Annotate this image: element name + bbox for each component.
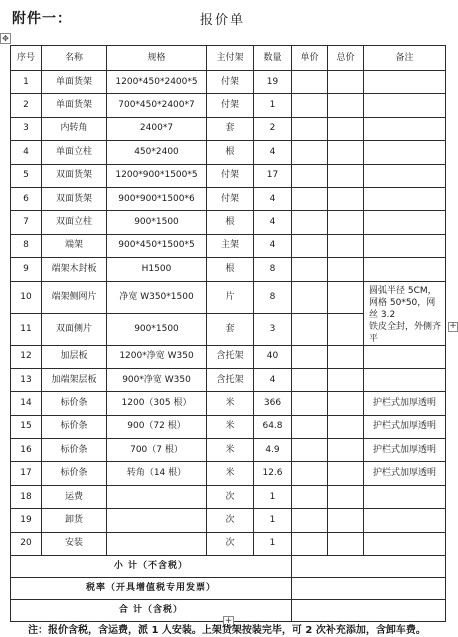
- cell-index[interactable]: 20: [11, 532, 42, 555]
- cell-index[interactable]: 17: [11, 462, 42, 485]
- cell-remarks[interactable]: [364, 94, 446, 117]
- quote-table: [10, 45, 446, 622]
- table-row: [11, 164, 446, 187]
- cell-remarks[interactable]: [364, 532, 446, 555]
- cell-unit[interactable]: 付架: [207, 187, 254, 210]
- cell-unit[interactable]: 片: [207, 281, 254, 313]
- cell-remarks[interactable]: [364, 117, 446, 140]
- cell-unit-price[interactable]: [292, 439, 328, 462]
- cell-quantity[interactable]: 4: [254, 234, 292, 257]
- cell-quantity[interactable]: 366: [254, 392, 292, 415]
- table-row: [11, 187, 446, 210]
- cell-spec[interactable]: 450*2400: [107, 141, 207, 164]
- cell-total-price[interactable]: [328, 117, 364, 140]
- cell-total-price[interactable]: [328, 345, 364, 368]
- cell-total-price[interactable]: [328, 485, 364, 508]
- cell-unit-price[interactable]: [292, 281, 328, 313]
- cell-spec[interactable]: 900*1500: [107, 313, 207, 345]
- cell-remarks[interactable]: [364, 368, 446, 391]
- cell-index[interactable]: 8: [11, 234, 42, 257]
- cell-remarks[interactable]: 护栏式加厚透明: [364, 462, 446, 485]
- cell-unit[interactable]: 付架: [207, 71, 254, 94]
- cell-remarks[interactable]: [364, 281, 446, 345]
- cell-index[interactable]: 2: [11, 94, 42, 117]
- cell-quantity[interactable]: 4: [254, 368, 292, 391]
- cell-unit[interactable]: 含托架: [207, 368, 254, 391]
- cell-name[interactable]: 单面立柱: [42, 141, 107, 164]
- cell-total-price[interactable]: [328, 532, 364, 555]
- cell-remarks[interactable]: [364, 485, 446, 508]
- cell-quantity[interactable]: 1: [254, 532, 292, 555]
- cell-index[interactable]: 5: [11, 164, 42, 187]
- cell-remarks[interactable]: [364, 211, 446, 234]
- cell-unit-price[interactable]: [292, 164, 328, 187]
- cell-name[interactable]: 内转角: [42, 117, 107, 140]
- cell-quantity[interactable]: 12.6: [254, 462, 292, 485]
- cell-remarks[interactable]: [364, 345, 446, 368]
- column-header[interactable]: 单价: [292, 46, 328, 71]
- cell-unit[interactable]: 米: [207, 415, 254, 438]
- cell-spec[interactable]: [107, 509, 207, 532]
- cell-index[interactable]: 7: [11, 211, 42, 234]
- cell-quantity[interactable]: 40: [254, 345, 292, 368]
- cell-index[interactable]: 19: [11, 509, 42, 532]
- cell-spec[interactable]: 900*1500: [107, 211, 207, 234]
- footer-note: 注：报价含税，含运费，派 1 人安装。上架货架按装完毕，可 2 次补充添加，含卸车费。: [28, 625, 426, 636]
- cell-spec[interactable]: [107, 485, 207, 508]
- cell-spec[interactable]: [107, 532, 207, 555]
- cell-name[interactable]: 双面货架: [42, 164, 107, 187]
- cell-name[interactable]: 双面货架: [42, 187, 107, 210]
- cell-total-price[interactable]: [328, 462, 364, 485]
- cell-unit[interactable]: 套: [207, 313, 254, 345]
- cell-remarks[interactable]: 护栏式加厚透明: [364, 392, 446, 415]
- cell-spec[interactable]: 900（72 根）: [107, 415, 207, 438]
- cell-total-price[interactable]: [328, 187, 364, 210]
- cell-index[interactable]: 3: [11, 117, 42, 140]
- cell-spec[interactable]: 2400*7: [107, 117, 207, 140]
- cell-unit-price[interactable]: [292, 532, 328, 555]
- cell-name[interactable]: 端架: [42, 234, 107, 257]
- cell-total-price[interactable]: [328, 368, 364, 391]
- table-row: [11, 509, 446, 532]
- cell-name[interactable]: 单面货架: [42, 71, 107, 94]
- column-header[interactable]: 主付架: [207, 46, 254, 71]
- cell-quantity[interactable]: 4.9: [254, 439, 292, 462]
- cell-index[interactable]: 14: [11, 392, 42, 415]
- table-row: [11, 532, 446, 555]
- table-row: [11, 211, 446, 234]
- column-header[interactable]: 备注: [364, 46, 446, 71]
- cell-spec[interactable]: 900*900*1500*6: [107, 187, 207, 210]
- cell-unit-price[interactable]: [292, 345, 328, 368]
- cell-name[interactable]: 双面立柱: [42, 211, 107, 234]
- cell-total-price[interactable]: [328, 392, 364, 415]
- table-row: [11, 345, 446, 368]
- remark-line: 圆弧半径 5CM，网格 50*50，网丝 3.2: [369, 285, 437, 320]
- cell-index[interactable]: 16: [11, 439, 42, 462]
- cell-name[interactable]: 卸货: [42, 509, 107, 532]
- cell-quantity[interactable]: 19: [254, 71, 292, 94]
- table-row: [11, 94, 446, 117]
- cell-spec[interactable]: 转角（14 根）: [107, 462, 207, 485]
- cell-name[interactable]: 标价条: [42, 462, 107, 485]
- cell-spec[interactable]: 900*净宽 W350: [107, 368, 207, 391]
- cell-unit[interactable]: 米: [207, 462, 254, 485]
- cell-remarks[interactable]: [364, 71, 446, 94]
- cell-name[interactable]: 标价条: [42, 392, 107, 415]
- cell-spec[interactable]: H1500: [107, 258, 207, 281]
- cell-quantity[interactable]: 8: [254, 258, 292, 281]
- summary-label: 税率（开具增值税专用发票）: [11, 578, 292, 600]
- cell-quantity[interactable]: 4: [254, 211, 292, 234]
- cell-spec[interactable]: 净宽 W350*1500: [107, 281, 207, 313]
- cell-quantity[interactable]: 64.8: [254, 415, 292, 438]
- table-row: [11, 281, 446, 313]
- cell-total-price[interactable]: [328, 71, 364, 94]
- cell-total-price[interactable]: [328, 94, 364, 117]
- column-header[interactable]: 名称: [42, 46, 107, 71]
- cell-quantity[interactable]: 17: [254, 164, 292, 187]
- table-row: [11, 117, 446, 140]
- cell-unit-price[interactable]: [292, 485, 328, 508]
- cell-unit[interactable]: 次: [207, 485, 254, 508]
- cell-unit-price[interactable]: [292, 187, 328, 210]
- table-move-handle-icon[interactable]: ✥: [0, 33, 11, 44]
- column-header[interactable]: 总价: [328, 46, 364, 71]
- cell-spec[interactable]: 900*450*1500*5: [107, 234, 207, 257]
- cell-unit[interactable]: 含托架: [207, 345, 254, 368]
- table-row: [11, 462, 446, 485]
- cell-unit-price[interactable]: [292, 117, 328, 140]
- cell-name[interactable]: 运费: [42, 485, 107, 508]
- cell-spec[interactable]: 1200*450*2400*5: [107, 71, 207, 94]
- cell-quantity[interactable]: 1: [254, 94, 292, 117]
- table-row: [11, 392, 446, 415]
- cell-name[interactable]: 单面货架: [42, 94, 107, 117]
- cell-unit-price[interactable]: [292, 462, 328, 485]
- table-row: [11, 258, 446, 281]
- remark-line: 铁皮全封，外侧齐平: [369, 321, 442, 344]
- cell-total-price[interactable]: [328, 141, 364, 164]
- cell-index[interactable]: 15: [11, 415, 42, 438]
- cell-name[interactable]: 加层板: [42, 345, 107, 368]
- cell-name[interactable]: 安装: [42, 532, 107, 555]
- page-title: 报价单: [200, 13, 246, 28]
- cell-index[interactable]: 11: [11, 313, 42, 345]
- cell-total-price[interactable]: [328, 211, 364, 234]
- attachment-label: 附件一：: [12, 11, 72, 27]
- cell-unit[interactable]: 付架: [207, 164, 254, 187]
- cell-quantity[interactable]: 1: [254, 509, 292, 532]
- cell-unit[interactable]: 米: [207, 392, 254, 415]
- cell-quantity[interactable]: 4: [254, 187, 292, 210]
- cell-remarks[interactable]: [364, 164, 446, 187]
- column-header[interactable]: 序号: [11, 46, 42, 71]
- cell-unit-price[interactable]: [292, 415, 328, 438]
- summary-value[interactable]: [292, 600, 446, 622]
- table-row: [11, 141, 446, 164]
- cell-quantity[interactable]: 1: [254, 485, 292, 508]
- table-row: [11, 485, 446, 508]
- cell-spec[interactable]: 1200（305 根）: [107, 392, 207, 415]
- cell-spec[interactable]: 1200*净宽 W350: [107, 345, 207, 368]
- cell-total-price[interactable]: [328, 234, 364, 257]
- cell-unit[interactable]: 次: [207, 509, 254, 532]
- cell-quantity[interactable]: 4: [254, 141, 292, 164]
- summary-label: 合 计（含税）: [11, 600, 292, 622]
- cell-index[interactable]: 6: [11, 187, 42, 210]
- table-row: [11, 368, 446, 391]
- cell-unit-price[interactable]: [292, 392, 328, 415]
- cell-remarks[interactable]: [364, 187, 446, 210]
- add-column-plus-icon[interactable]: +: [449, 321, 457, 331]
- cell-remarks[interactable]: [364, 141, 446, 164]
- summary-label: 小 计（不含税）: [11, 556, 292, 578]
- cell-spec[interactable]: 700*450*2400*7: [107, 94, 207, 117]
- cell-total-price[interactable]: [328, 313, 364, 345]
- table-row: [11, 415, 446, 438]
- table-row: [11, 71, 446, 94]
- cell-total-price[interactable]: [328, 258, 364, 281]
- cell-total-price[interactable]: [328, 439, 364, 462]
- cell-index[interactable]: 12: [11, 345, 42, 368]
- cell-unit[interactable]: 次: [207, 532, 254, 555]
- cell-index[interactable]: 4: [11, 141, 42, 164]
- cell-remarks[interactable]: [364, 234, 446, 257]
- cell-spec[interactable]: 700（7 根）: [107, 439, 207, 462]
- cell-unit-price[interactable]: [292, 313, 328, 345]
- add-row-plus-icon[interactable]: +: [224, 616, 233, 626]
- cell-unit-price[interactable]: [292, 258, 328, 281]
- cell-quantity[interactable]: 2: [254, 117, 292, 140]
- table-row: [11, 234, 446, 257]
- cell-unit[interactable]: 根: [207, 141, 254, 164]
- cell-total-price[interactable]: [328, 509, 364, 532]
- cell-unit[interactable]: 根: [207, 211, 254, 234]
- cell-remarks[interactable]: [364, 258, 446, 281]
- column-header[interactable]: 规格: [107, 46, 207, 71]
- cell-unit-price[interactable]: [292, 94, 328, 117]
- cell-unit[interactable]: 套: [207, 117, 254, 140]
- cell-unit[interactable]: 根: [207, 258, 254, 281]
- cell-unit-price[interactable]: [292, 234, 328, 257]
- cell-remarks[interactable]: [364, 509, 446, 532]
- cell-unit-price[interactable]: [292, 71, 328, 94]
- cell-total-price[interactable]: [328, 164, 364, 187]
- cell-total-price[interactable]: [328, 281, 364, 313]
- table-row: [11, 439, 446, 462]
- cell-index[interactable]: 18: [11, 485, 42, 508]
- summary-value[interactable]: [292, 578, 446, 600]
- column-header[interactable]: 数量: [254, 46, 292, 71]
- cell-total-price[interactable]: [328, 415, 364, 438]
- cell-unit[interactable]: 米: [207, 439, 254, 462]
- cell-quantity[interactable]: 3: [254, 313, 292, 345]
- cell-index[interactable]: 1: [11, 71, 42, 94]
- summary-row: [11, 578, 446, 600]
- cell-unit[interactable]: 付架: [207, 94, 254, 117]
- cell-unit-price[interactable]: [292, 141, 328, 164]
- cell-remarks[interactable]: 护栏式加厚透明: [364, 439, 446, 462]
- summary-row: [11, 556, 446, 578]
- cell-quantity[interactable]: 8: [254, 281, 292, 313]
- cell-index[interactable]: 9: [11, 258, 42, 281]
- cell-unit-price[interactable]: [292, 368, 328, 391]
- cell-name[interactable]: 端架木封板: [42, 258, 107, 281]
- cell-name[interactable]: 端架侧网片: [42, 281, 107, 313]
- cell-name[interactable]: 标价条: [42, 415, 107, 438]
- cell-unit-price[interactable]: [292, 509, 328, 532]
- cell-unit[interactable]: 主架: [207, 234, 254, 257]
- cell-name[interactable]: 双面侧片: [42, 313, 107, 345]
- cell-name[interactable]: 加端架层板: [42, 368, 107, 391]
- cell-unit-price[interactable]: [292, 211, 328, 234]
- table-header-row: [11, 46, 446, 71]
- cell-index[interactable]: 10: [11, 281, 42, 313]
- cell-name[interactable]: 标价条: [42, 439, 107, 462]
- cell-remarks[interactable]: 护栏式加厚透明: [364, 415, 446, 438]
- cell-spec[interactable]: 1200*900*1500*5: [107, 164, 207, 187]
- cell-index[interactable]: 13: [11, 368, 42, 391]
- summary-value[interactable]: [292, 556, 446, 578]
